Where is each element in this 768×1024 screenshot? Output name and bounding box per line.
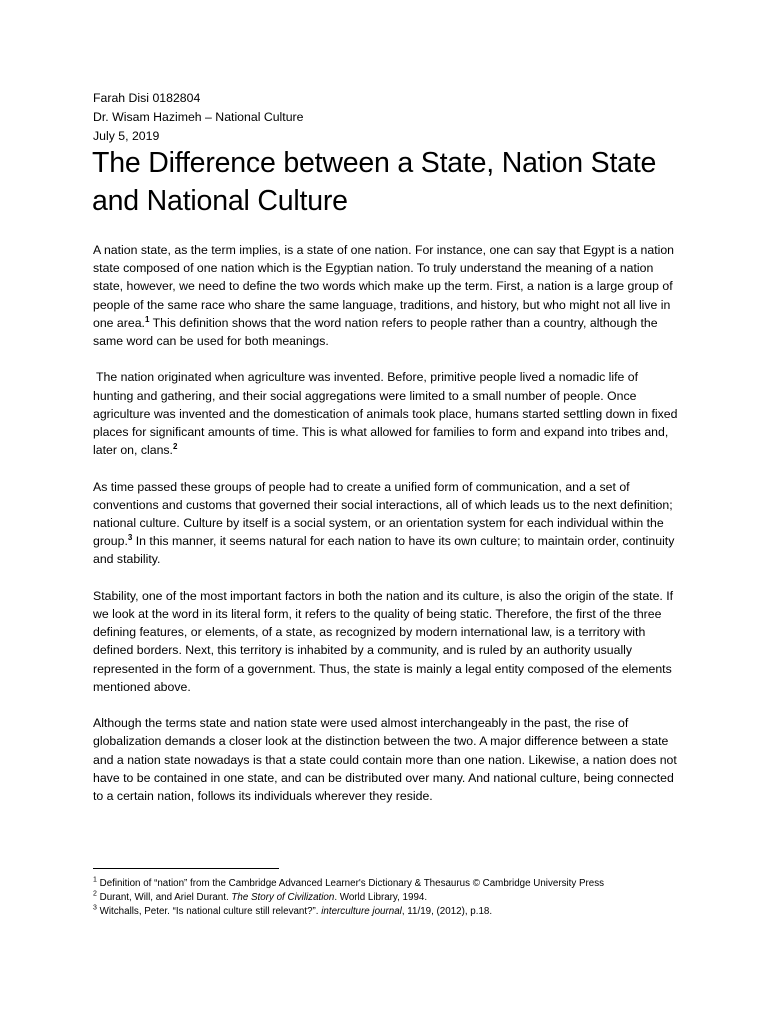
footnote-ref-1: 1 [144, 314, 150, 324]
footnote-3-prefix: Witchalls, Peter. “Is national culture still relevant?”. [96, 906, 322, 917]
footnote-3-journal: interculture journal [321, 906, 402, 917]
footnote-2-prefix: Durant, Will, and Ariel Durant. [96, 892, 232, 903]
instructor-line: Dr. Wisam Hazimeh – National Culture [93, 110, 304, 124]
paragraph-3-text-a: As time passed these groups of people had to create a unified form of communication, and a set of conventions and customs that governed their social interactions, all of which leads us to the next definition; national culture. Culture by itself is a social system, or an orientation system for each individual within the group. [93, 479, 673, 549]
paragraph-2-text: The nation originated when agriculture was invented. Before, primitive people lived a nomadic life of hunting and gathering, and their social aggregations were limited to a small number of people. Once agriculture was invented and the domestication of animals took place, humans started settling down in fixed places for significant amounts of time. This is what allowed for families to form and expand into tribes and, later on, clans. [93, 370, 678, 458]
footnote-2 [93, 891, 653, 905]
footnote-separator [93, 868, 279, 869]
footnote-1-text: Definition of “nation” from the Cambridge Advanced Learner's Dictionary & Thesaurus © Cambridge University Press [96, 878, 605, 889]
paragraph-5: Although the terms state and nation state were used almost interchangeably in the past, the rise of globalization demands a closer look at the distinction between the two. A major difference between a state and a nation state nowadays is that a state could contain more than one nation. Likewise, a nation does not have to be contained in one state, and can be distributed over many. And national culture, being connected to a certain nation, follows its individuals wherever they reside. [93, 716, 677, 804]
footnote-2-book-title: The Story of Civilization [231, 892, 335, 903]
paragraph-1 [93, 241, 679, 350]
footnote-3-number: 3 [93, 904, 97, 912]
footnote-2-suffix: . World Library, 1994. [334, 892, 428, 903]
paragraph-4: Stability, one of the most important factors in both the nation and its culture, is also the origin of the state. If we look at the word in its literal form, it refers to the quality of being static. Therefore, the first of the three defining features, or elements, of a state, as recognized by modern international law, is a territory with defined borders. Next, this territory is inhabited by a community, and is ruled by an authority usually represented in the form of a government. Thus, the state is mainly a legal entity composed of the elements mentioned above. [93, 588, 674, 694]
footnote-2-number: 2 [93, 890, 97, 898]
document-body [93, 241, 679, 823]
paragraph-1-text-a: A nation state, as the term implies, is a state of one nation. For instance, one can say that Egypt is a nation state composed of one nation which is the Egyptian nation. To truly understand the meaning of a nation state, however, we need to define the two words which make up the term. First, a nation is a large group of people of the same race who share the same language, traditions, and history, but who might not all live in one area. [93, 243, 675, 330]
footnote-1 [93, 877, 653, 891]
footnote-3-suffix: , 11/19, (2012), p.18. [401, 906, 493, 917]
author-line: Farah Disi 0182804 [93, 91, 201, 105]
footnotes [93, 877, 653, 919]
paragraph-2 [93, 368, 679, 459]
document-title: The Difference between a State, Nation State and National Culture [92, 147, 657, 217]
paragraph-3-text-b: In this manner, it seems natural for each nation to have its own culture; to maintain order, continuity and stability. [93, 534, 675, 567]
footnote-ref-2: 2 [172, 442, 178, 452]
footnote-ref-3: 3 [127, 533, 133, 543]
date-line: July 5, 2019 [93, 129, 160, 143]
footnote-3 [93, 905, 653, 919]
paragraph-1-text-b: This definition shows that the word nation refers to people rather than a country, although the same word can be used for both meanings. [93, 315, 658, 349]
paragraph-3 [93, 478, 679, 569]
footnote-1-number: 1 [93, 876, 97, 884]
document-header [93, 89, 303, 146]
